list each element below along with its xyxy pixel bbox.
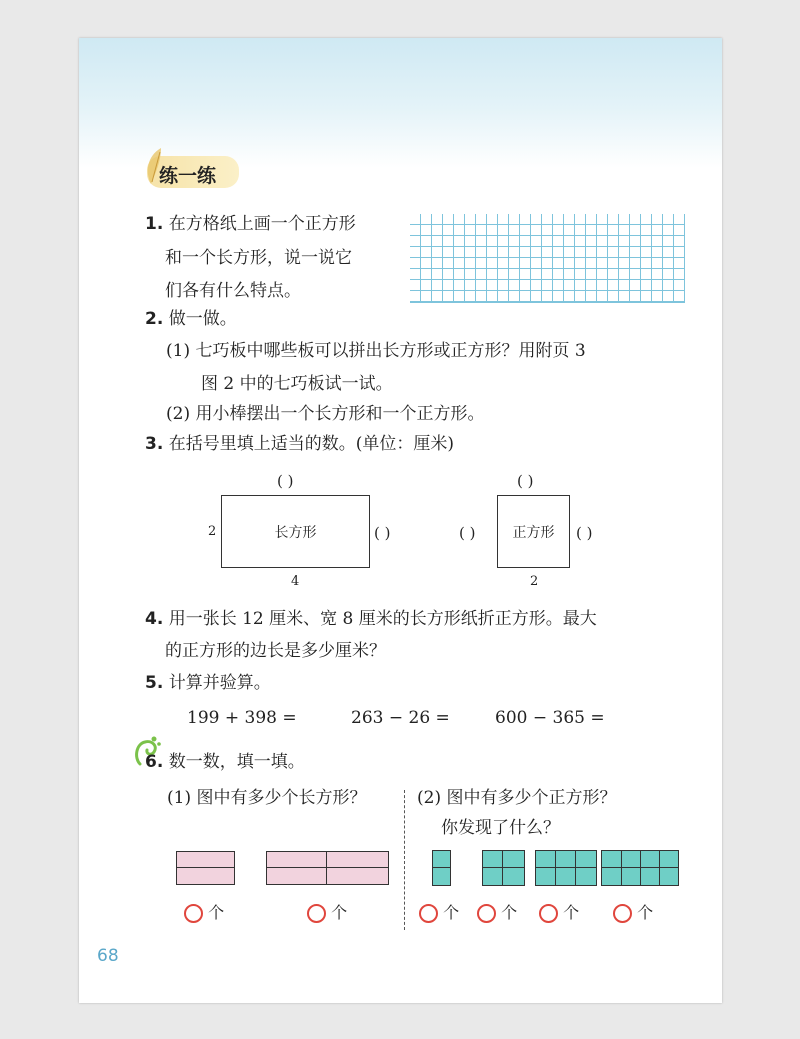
q2-sub1-line2: 图 2 中的七巧板试一试。 <box>201 374 393 394</box>
answer-strip-2[interactable]: 个 <box>307 900 347 923</box>
expr-2: 263 − 26 = <box>351 708 450 728</box>
square-grid-3 <box>535 850 597 886</box>
q2-sub2: (2) 用小棒摆出一个长方形和一个正方形。 <box>166 404 485 424</box>
expr-3: 600 − 365 = <box>495 708 605 728</box>
q6-sub2-line2: 你发现了什么？ <box>441 818 560 838</box>
divider <box>404 790 405 930</box>
q1-line2: 和一个长方形，说一说它 <box>165 248 352 268</box>
q2-title: 2. 做一做。 <box>145 309 237 329</box>
answer-grid-2[interactable]: 个 <box>477 900 517 923</box>
square-grid-4 <box>601 850 679 886</box>
rect-top-blank[interactable]: ( ) <box>277 472 294 490</box>
rectangle-label: 长方形 <box>274 524 317 541</box>
strip-figure-1 <box>176 851 235 885</box>
q5-title: 5. 计算并验算。 <box>145 673 271 693</box>
expr-1: 199 + 398 = <box>187 708 297 728</box>
page-number: 68 <box>97 946 119 966</box>
grid-paper <box>410 214 685 303</box>
answer-circle[interactable] <box>184 904 203 923</box>
answer-grid-3[interactable]: 个 <box>539 900 579 923</box>
textbook-page <box>79 38 722 1003</box>
q6-sub2-line1: (2) 图中有多少个正方形？ <box>417 788 617 808</box>
q4-line1: 4. 用一张长 12 厘米、宽 8 厘米的长方形纸折正方形。最大 <box>145 609 597 629</box>
square-figure <box>497 495 570 568</box>
square-label: 正方形 <box>512 524 555 541</box>
square-left-blank[interactable]: ( ) <box>459 524 476 542</box>
q2-sub1-line1: (1) 七巧板中哪些板可以拼出长方形或正方形？用附页 3 <box>166 341 586 361</box>
answer-circle[interactable] <box>539 904 558 923</box>
square-grid-1 <box>432 850 451 886</box>
square-grid-2 <box>482 850 525 886</box>
q3-title: 3. 在括号里填上适当的数。(单位：厘米) <box>145 434 454 454</box>
answer-circle[interactable] <box>307 904 326 923</box>
square-bottom-length: 2 <box>530 574 539 589</box>
strip-figure-2 <box>266 851 389 885</box>
square-right-blank[interactable]: ( ) <box>576 524 593 542</box>
answer-grid-4[interactable]: 个 <box>613 900 653 923</box>
square-top-blank[interactable]: ( ) <box>517 472 534 490</box>
section-title: 练一练 <box>159 165 217 187</box>
rect-bottom-length: 4 <box>291 574 300 589</box>
q4-line2: 的正方形的边长是多少厘米？ <box>165 641 386 661</box>
rect-right-blank[interactable]: ( ) <box>374 524 391 542</box>
q6-sub1: (1) 图中有多少个长方形？ <box>167 788 367 808</box>
answer-circle[interactable] <box>477 904 496 923</box>
answer-strip-1[interactable]: 个 <box>184 900 224 923</box>
rect-left-length: 2 <box>208 524 217 539</box>
q1-line3: 们各有什么特点。 <box>165 281 301 301</box>
answer-circle[interactable] <box>613 904 632 923</box>
rectangle-figure <box>221 495 370 568</box>
answer-circle[interactable] <box>419 904 438 923</box>
q1-line1: 1. 在方格纸上画一个正方形 <box>145 214 356 234</box>
answer-grid-1[interactable]: 个 <box>419 900 459 923</box>
q6-title: 6. 数一数，填一填。 <box>145 752 305 772</box>
